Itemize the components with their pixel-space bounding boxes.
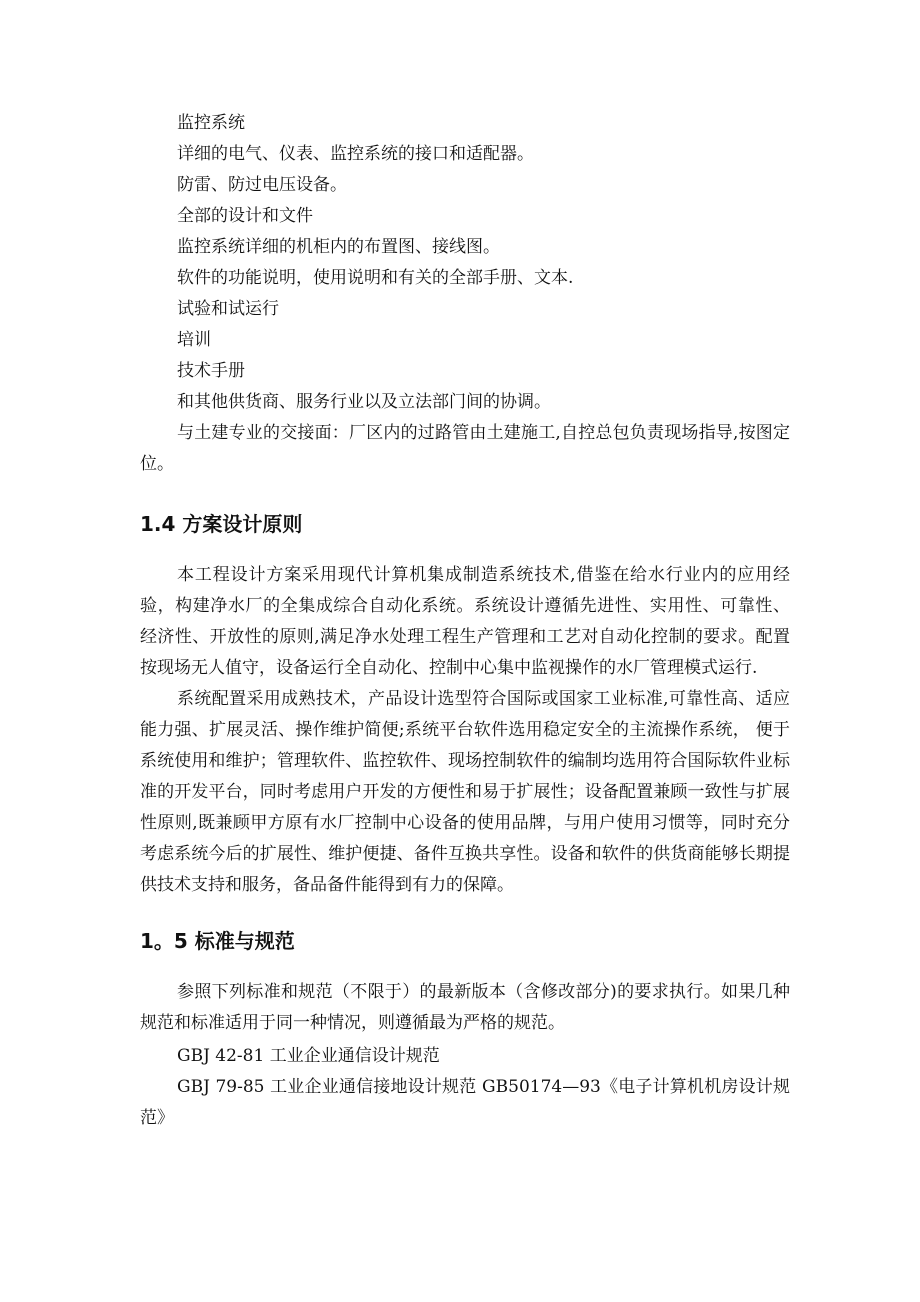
list-item: 全部的设计和文件 [177,206,313,226]
section-heading-1-5: 1。5 标准与规范 [140,929,295,953]
list-item: 技术手册 [177,361,245,381]
standard-item: GBJ 79-85 工业企业通信接地设计规范 GB50174—93《电子计算机机房设计规范》 [140,1077,790,1128]
list-item: 防雷、防过电压设备。 [177,175,347,195]
list-item: 试验和试运行 [177,299,279,319]
standards-list [140,1041,790,1134]
standard-item: GBJ 42-81 工业企业通信设计规范 [177,1046,440,1066]
interface-paragraph: 与土建专业的交接面：厂区内的过路管由土建施工,自控总包负责现场指导,按图定位。 [140,423,790,474]
list-item: 软件的功能说明，使用说明和有关的全部手册、文本. [177,268,574,288]
deliverables-list [140,108,790,418]
list-item: 培训 [177,330,211,350]
standards-intro-paragraph: 参照下列标准和规范（不限于）的最新版本（含修改部分)的要求执行。如果几种规范和标准适用于同一种情况，则遵循最为严格的规范。 [140,982,790,1033]
list-item: 和其他供货商、服务行业以及立法部门间的协调。 [177,392,551,412]
section-heading-1-4: 1.4 方案设计原则 [140,512,303,536]
system-config-paragraph: 系统配置采用成熟技术，产品设计选型符合国际或国家工业标准,可靠性高、适应能力强、扩展灵活、操作维护简便;系统平台软件选用稳定安全的主流操作系统， 便于系统使用和维护；管理软件、监控软件、现场控制软件的编制均选用符合国际软件业标准的开发平台，同时考虑用户开发的方便性和易于扩展性；设备配置兼顾一致性与扩展性原则,既兼顾甲方原有水厂控制中心设备的使用品牌，与用户使用习惯等，同时充分考虑系统今后的扩展性、维护便捷、备件互换共享性。设备和软件的供货商能够长期提供技术支持和服务，备品备件能得到有力的保障。 [140,689,790,895]
list-item: 监控系统 [177,113,245,133]
design-principle-paragraph: 本工程设计方案采用现代计算机集成制造系统技术,借鉴在给水行业内的应用经验，构建净水厂的全集成综合自动化系统。系统设计遵循先进性、实用性、可靠性、 经济性、开放性的原则,满足净水处理工程生产管理和工艺对自动化控制的要求。配置按现场无人值守，设备运行全自动化、控制中心集中监视操作的水厂管理模式运行. [140,565,790,678]
document-page [140,108,790,1134]
list-item: 监控系统详细的机柜内的布置图、接线图。 [177,237,500,257]
list-item: 详细的电气、仪表、监控系统的接口和适配器。 [177,144,534,164]
